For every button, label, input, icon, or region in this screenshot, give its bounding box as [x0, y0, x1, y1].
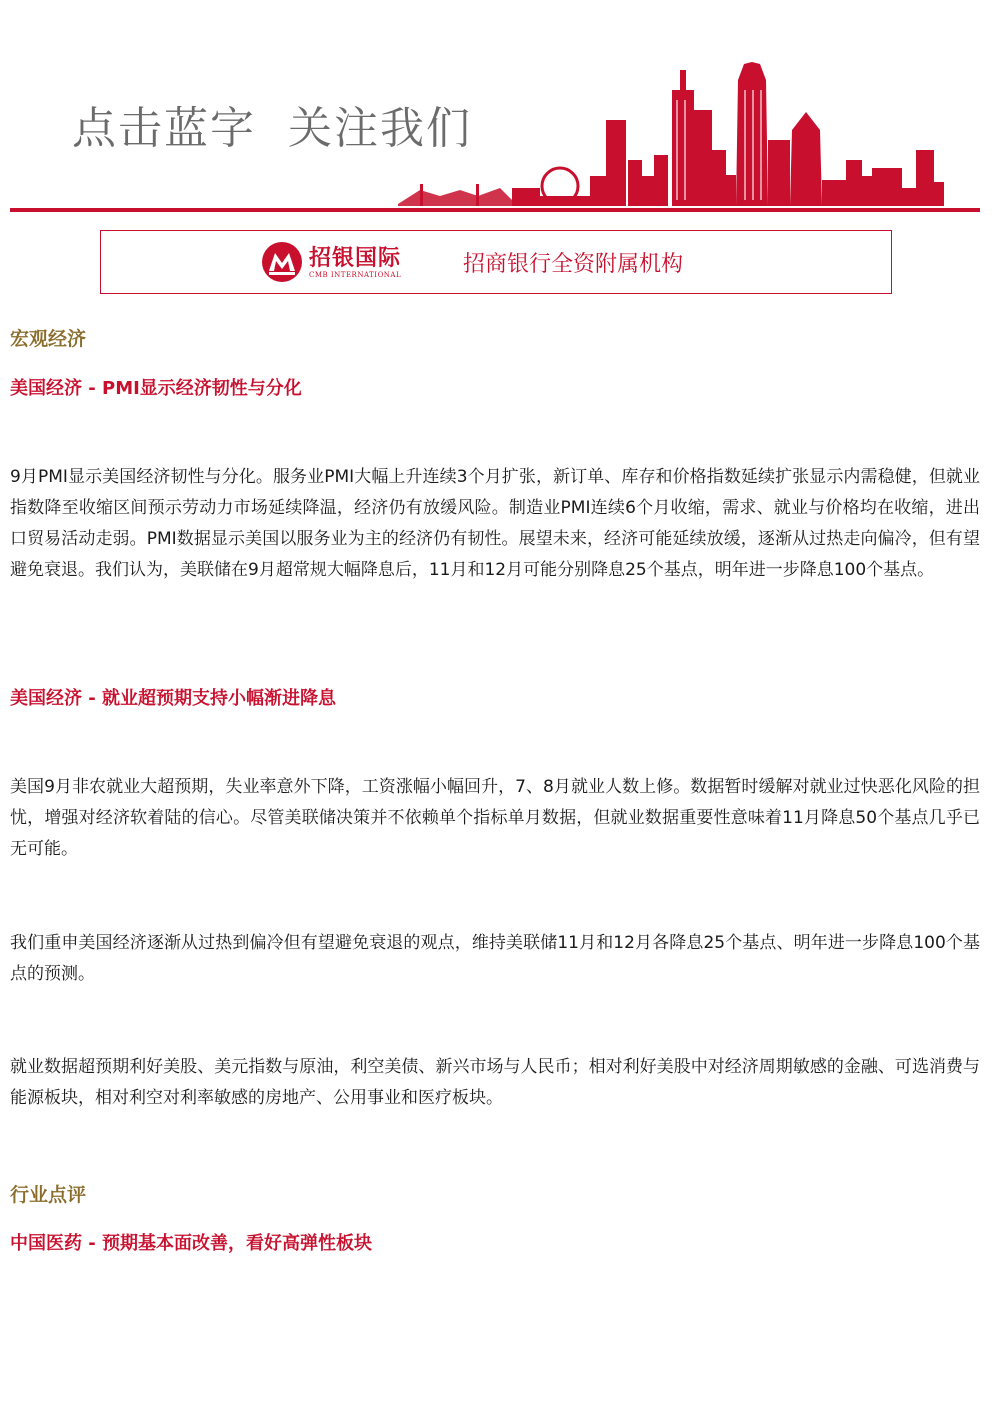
article-paragraph: 9月PMI显示美国经济韧性与分化。服务业PMI大幅上升连续3个月扩张，新订单、库存和价格指数延续扩张显示内需稳健，但就业指数降至收缩区间预示劳动力市场延续降温，经济仍有放缓风险。制造业PMI连续6个月收缩，需求、就业与价格均在收缩，进出口贸易活动走弱。PMI数据显示美国以服务业为主的经济仍有韧性。展望未来，经济可能延续放缓，逐渐从过热走向偏冷，但有望避免衰退。我们认为，美联储在9月超常规大幅降息后，11月和12月可能分别降息25个基点，明年进一步降息100个基点。 — [10, 467, 980, 580]
article-title-employment[interactable]: 美国经济 - 就业超预期支持小幅渐进降息 — [10, 688, 337, 709]
brand-banner[interactable] — [100, 230, 892, 294]
section-heading-macro: 宏观经济 — [10, 328, 87, 350]
article-paragraph: 就业数据超预期利好美股、美元指数与原油，利空美债、新兴市场与人民币；相对利好美股中对经济周期敏感的金融、可选消费与能源板块，相对利空对利率敏感的房地产、公用事业和医疗板块。 — [10, 1057, 980, 1108]
brand-name-cn: 招银国际 — [309, 245, 402, 271]
follow-us-slogan[interactable]: 点击蓝字 关注我们 — [72, 103, 472, 154]
header-banner — [0, 0, 992, 215]
brand-name-en: CMB INTERNATIONAL — [309, 271, 402, 279]
brand-tagline: 招商银行全资附属机构 — [463, 252, 684, 277]
article-title-pharma[interactable]: 中国医药 - 预期基本面改善，看好高弹性板块 — [10, 1233, 373, 1254]
city-skyline-illustration — [0, 0, 992, 215]
cmbi-logo-icon — [261, 241, 303, 283]
section-heading-industry: 行业点评 — [10, 1184, 87, 1206]
article-title-pmi[interactable]: 美国经济 - PMI显示经济韧性与分化 — [10, 378, 302, 399]
article-paragraph: 我们重申美国经济逐渐从过热到偏冷但有望避免衰退的观点，维持美联储11月和12月各降息25个基点、明年进一步降息100个基点的预测。 — [10, 933, 980, 984]
article-paragraph: 美国9月非农就业大超预期，失业率意外下降，工资涨幅小幅回升，7、8月就业人数上修。数据暂时缓解对就业过快恶化风险的担忧，增强对经济软着陆的信心。尽管美联储决策并不依赖单个指标单月数据，但就业数据重要性意味着11月降息50个基点几乎已无可能。 — [10, 777, 980, 859]
